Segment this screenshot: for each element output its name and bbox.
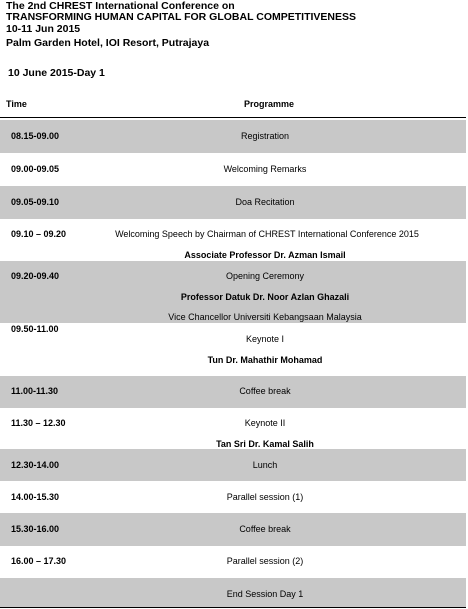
row-programme: Parallel session (1) [226, 492, 304, 502]
row-time: 11.30 – 12.30 [11, 418, 66, 428]
row-programme: Keynote II [244, 418, 286, 428]
row-time: 09.00-09.05 [11, 164, 60, 174]
schedule-row [0, 323, 466, 376]
row-programme: Doa Recitation [235, 197, 295, 207]
row-programme: Welcoming Remarks [223, 164, 307, 174]
row-time: 09.10 – 09.20 [11, 229, 67, 239]
row-programme: Keynote I [245, 334, 285, 344]
row-time: 15.30-16.00 [11, 524, 60, 534]
row-speaker: Tan Sri Dr. Kamal Salih [216, 439, 314, 449]
row-time: 11.00-11.30 [11, 386, 59, 396]
row-time: 14.00-15.30 [11, 492, 60, 502]
row-time: 09.50-11.00 [11, 324, 59, 334]
conference-dates: 10-11 Jun 2015 [6, 23, 81, 35]
day-heading: 10 June 2015-Day 1 [8, 67, 105, 79]
row-speaker: Associate Professor Dr. Azman Ismail [184, 250, 346, 260]
conference-title-line1: The 2nd CHREST International Conference on [6, 0, 235, 12]
row-programme: Coffee break [239, 524, 291, 534]
row-time: 16.00 – 17.30 [11, 556, 67, 566]
row-programme: Welcoming Speech by Chairman of CHREST International Conference 2015 [115, 229, 419, 239]
table-bottom-border [0, 607, 466, 608]
row-programme: Opening Ceremony [225, 271, 305, 281]
row-speaker-title: Vice Chancellor Universiti Kebangsaan Malaysia [168, 312, 362, 322]
row-programme: Lunch [252, 460, 278, 470]
row-programme: Coffee break [239, 386, 291, 396]
header-divider [0, 117, 466, 118]
row-programme: Registration [240, 131, 290, 141]
row-time: 12.30-14.00 [11, 460, 60, 470]
row-programme: Parallel session (2) [226, 556, 304, 566]
row-speaker: Professor Datuk Dr. Noor Azlan Ghazali [180, 292, 350, 302]
row-programme: End Session Day 1 [226, 589, 304, 599]
row-speaker: Tun Dr. Mahathir Mohamad [207, 355, 323, 365]
row-time: 09.05-09.10 [11, 197, 60, 207]
conference-title-line2: TRANSFORMING HUMAN CAPITAL FOR GLOBAL COMPETITIVENESS [6, 11, 357, 23]
column-header-time: Time [6, 99, 27, 109]
column-header-programme: Programme [244, 99, 295, 109]
row-time: 09.20-09.40 [11, 271, 60, 281]
row-time: 08.15-09.00 [11, 131, 60, 141]
conference-venue: Palm Garden Hotel, IOI Resort, Putrajaya [6, 37, 210, 49]
